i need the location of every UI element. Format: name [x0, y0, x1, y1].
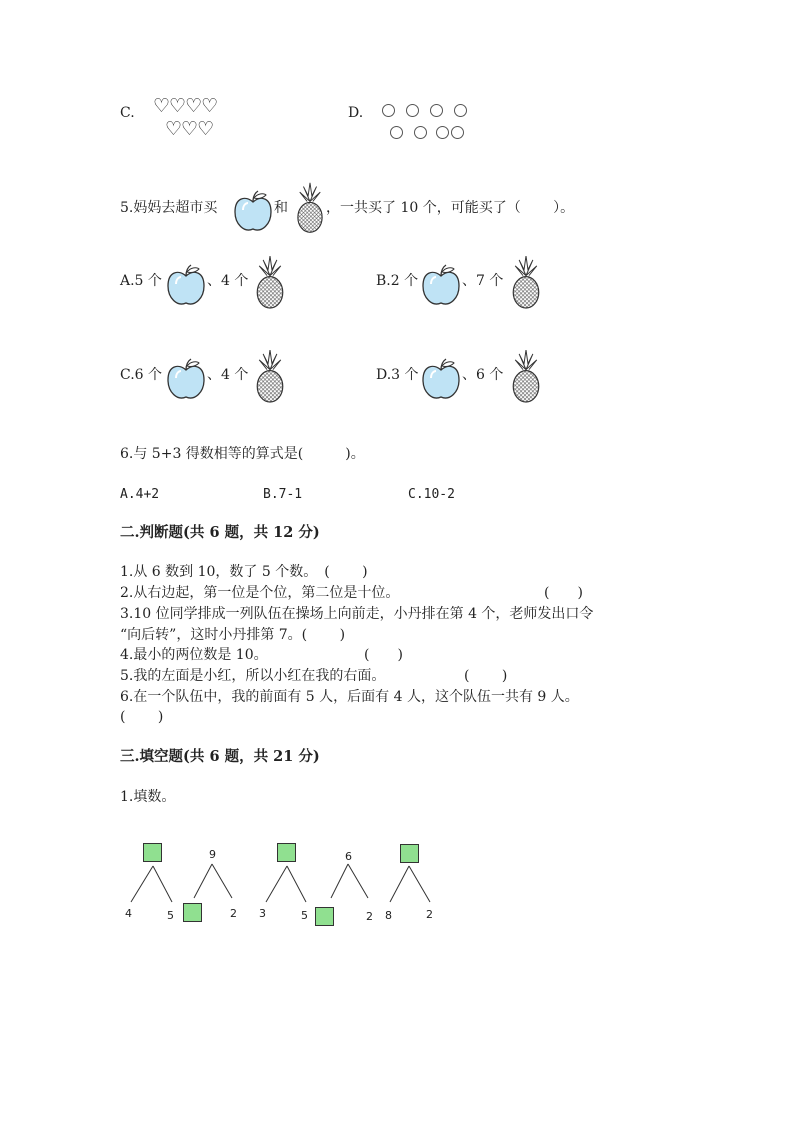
answer-box[interactable] [183, 903, 202, 922]
tree-5-right: 2 [426, 908, 433, 921]
q5-option-d-sep: 、6 个 [462, 367, 504, 383]
fill-q1-stem: 1.填数。 [120, 789, 176, 805]
q4-option-c-hearts-row2: ♡♡♡ [165, 118, 214, 140]
tree-1-right: 5 [167, 909, 174, 922]
q5-option-c-sep: 、4 个 [207, 367, 249, 383]
section-3-title: 三.填空题(共 6 题，共 21 分) [120, 748, 320, 765]
tree-3-right: 5 [301, 909, 308, 922]
q5-option-c-label: C.6 个 [120, 367, 163, 383]
judge-item-4: 4.最小的两位数是 10。 [120, 647, 268, 663]
tree-4-top: 6 [345, 850, 352, 863]
q4-option-d-label: D. [348, 105, 364, 121]
q5-option-a-sep: 、4 个 [207, 273, 249, 289]
q4-option-c-hearts-row1: ♡♡♡♡ [153, 95, 218, 117]
q5-stem-prefix: 5.妈妈去超市买 [120, 200, 218, 216]
section-2-title: 二.判断题(共 6 题，共 12 分) [120, 524, 320, 541]
q6-option-c: C.10-2 [408, 487, 455, 502]
q5-option-d-label: D.3 个 [376, 367, 419, 383]
tree-4-right: 2 [366, 910, 373, 923]
judge-item-4-blank: ( ) [364, 647, 403, 663]
q6-stem: 6.与 5+3 得数相等的算式是( )。 [120, 446, 365, 462]
q4-option-c-label: C. [120, 105, 135, 121]
judge-item-3-line2: “向后转”，这时小丹排第 7。( ) [120, 627, 346, 643]
q5-option-b-sep: 、7 个 [462, 273, 504, 289]
judge-item-5-blank: ( ) [464, 668, 508, 684]
answer-box[interactable] [400, 844, 419, 863]
judge-item-1: 1.从 6 数到 10，数了 5 个数。 ( ) [120, 564, 368, 580]
judge-item-3-line1: 3.10 位同学排成一列队伍在操场上向前走，小丹排在第 4 个，老师发出口令 [120, 606, 594, 622]
q5-option-a-label: A.5 个 [120, 273, 162, 289]
answer-box[interactable] [277, 843, 296, 862]
q6-option-a: A.4+2 [120, 487, 160, 502]
tree-2-right: 2 [230, 907, 237, 920]
judge-item-2: 2.从右边起，第一位是个位，第二位是十位。 [120, 585, 400, 601]
tree-1-left: 4 [125, 907, 132, 920]
judge-item-6: 6.在一个队伍中，我的前面有 5 人，后面有 4 人，这个队伍一共有 9 人。 [120, 689, 579, 705]
tree-3-left: 3 [259, 907, 266, 920]
judge-item-6-blank: ( ) [120, 709, 164, 725]
q5-stem-suffix: ，一共买了 10 个，可能买了（ ）。 [326, 200, 575, 216]
judge-item-2-blank: ( ) [544, 585, 583, 601]
q5-stem-and: 和 [274, 200, 288, 216]
q5-option-b-label: B.2 个 [376, 273, 419, 289]
q6-option-b: B.7-1 [263, 487, 303, 502]
judge-item-5: 5.我的左面是小红，所以小红在我的右面。 [120, 668, 386, 684]
tree-5-left: 8 [385, 909, 392, 922]
answer-box[interactable] [143, 843, 162, 862]
tree-2-top: 9 [209, 848, 216, 861]
answer-box[interactable] [315, 907, 334, 926]
